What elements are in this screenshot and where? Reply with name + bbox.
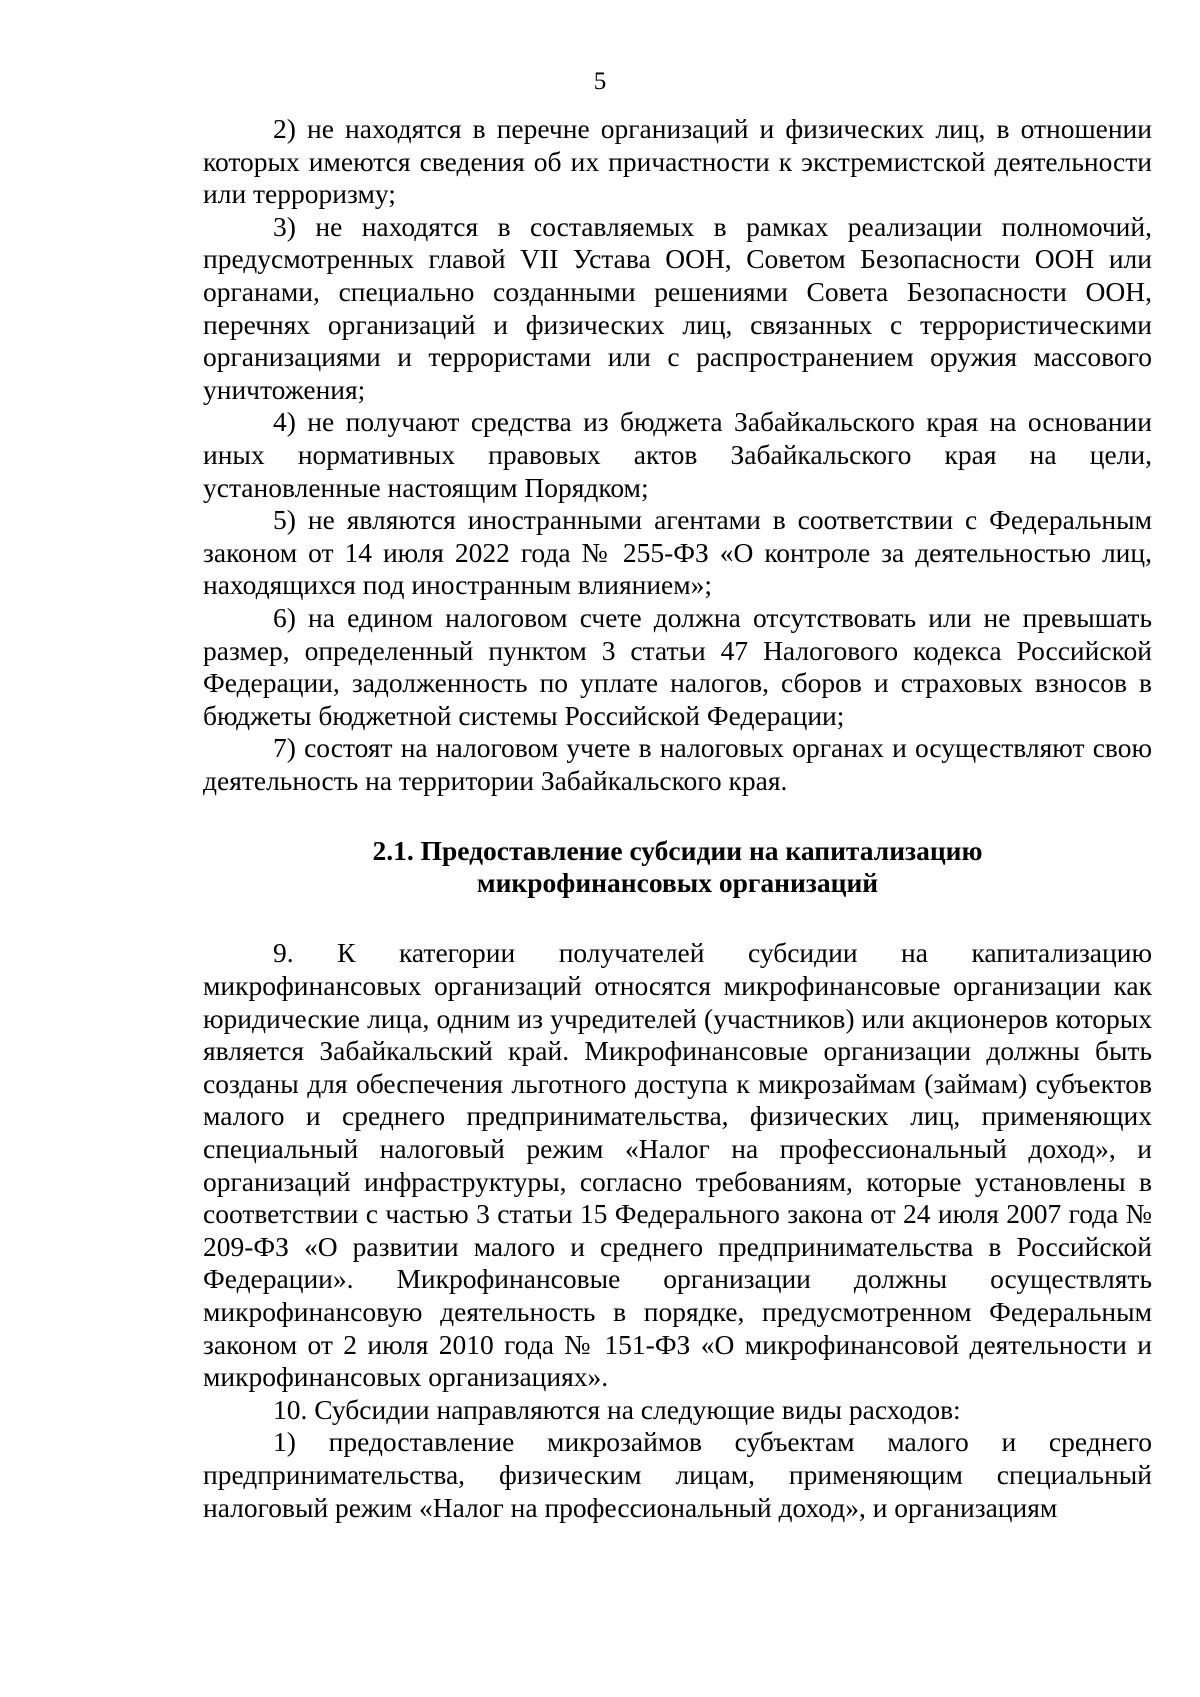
paragraph-item-7: 7) состоят на налоговом учете в налоговых органах и осуществляют свою деятельность на территории Забайкальского края. <box>203 732 1152 796</box>
paragraph-item-4: 4) не получают средства из бюджета Забайкальского края на основании иных нормативных правовых актов Забайкальского края на цели, установленные настоящим Порядком; <box>203 406 1152 503</box>
section-heading-line-2: микрофинансовых организаций <box>476 867 879 899</box>
paragraph-expense-item-1: 1) предоставление микрозаймов субъектам малого и среднего предпринимательства, физическим лицам, применяющим специальный налоговый режим «Налог на профессиональный доход», и организациям <box>203 1426 1152 1523</box>
paragraph-item-5: 5) не являются иностранными агентами в соответствии с Федеральным законом от 14 июля 2022 года № 255-ФЗ «О контроле за деятельностью лиц, находящихся под иностранным влиянием»; <box>203 504 1152 601</box>
paragraph-item-6: 6) на едином налоговом счете должна отсутствовать или не превышать размер, определенный пунктом 3 статьи 47 Налогового кодекса Российской Федерации, задолженность по уплате налогов, сборов и страховых взносов в бюджеты бюджетной системы Российской Федерации; <box>203 601 1152 731</box>
page-number: 5 <box>593 68 607 95</box>
paragraph-item-2: 2) не находятся в перечне организаций и физических лиц, в отношении которых имеются сведения об их причастности к экстремистской деятельности или терроризму; <box>203 113 1152 210</box>
section-heading-line-1: 2.1. Предоставление субсидии на капитализацию <box>372 835 983 867</box>
paragraph-item-3: 3) не находятся в составляемых в рамках реализации полномочий, предусмотренных главой VII Устава ООН, Советом Безопасности ООН или органами, специально созданными решениями Совета Безопасности ООН, перечнях организаций и физических лиц, связанных с террористическими организациями и террористами или с распространением оружия массового уничтожения; <box>203 210 1152 405</box>
paragraph-clause-10: 10. Субсидии направляются на следующие виды расходов: <box>273 1393 961 1425</box>
paragraph-clause-9: 9. К категории получателей субсидии на капитализацию микрофинансовых организаций относятся микрофинансовые организации как юридические лица, одним из учредителей (участников) или акционеров которых является Забайкальский край. Микрофинансовые организации должны быть созданы для обеспечения льготного доступа к микрозаймам (займам) субъектов малого и среднего предпринимательства, физических лиц, применяющих специальный налоговый режим «Налог на профессиональный доход», и организаций инфраструктуры, согласно требованиям, которые установлены в соответствии с частью 3 статьи 15 Федерального закона от 24 июля 2007 года № 209-ФЗ «О развитии малого и среднего предпринимательства в Российской Федерации». Микрофинансовые организации должны осуществлять микрофинансовую деятельность в порядке, предусмотренном Федеральным законом от 2 июля 2010 года № 151-ФЗ «О микрофинансовой деятельности и микрофинансовых организациях». <box>203 937 1152 1393</box>
section-heading <box>203 835 1152 937</box>
document-body <box>203 113 1152 1524</box>
